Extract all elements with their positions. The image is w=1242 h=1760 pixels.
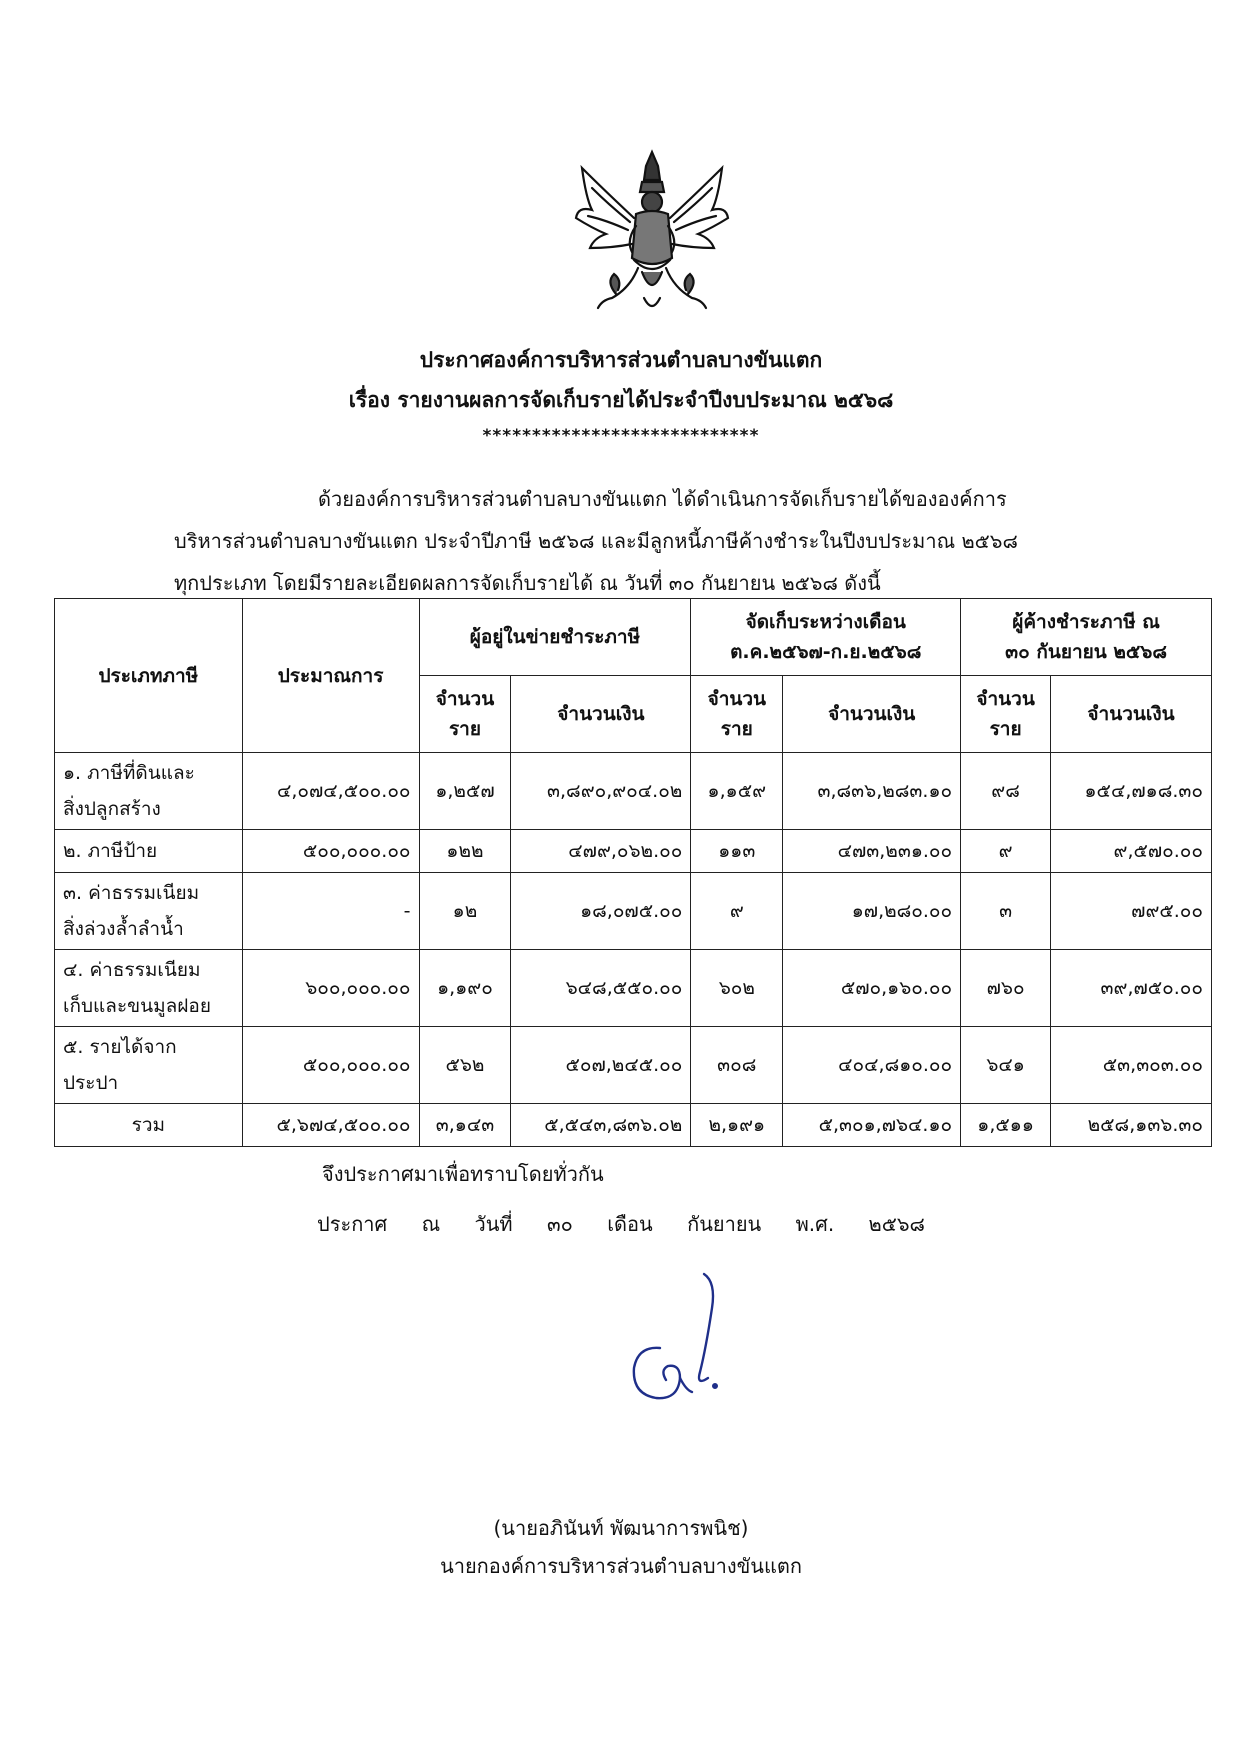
taxpayer-amount-cell: ๖๔๘,๕๕๐.๐๐ — [511, 950, 691, 1027]
tax-type-line: ๕. รายได้จาก — [63, 1036, 177, 1058]
outstanding-amount-cell: ๙,๕๗๐.๐๐ — [1051, 830, 1212, 873]
date-year: ๒๕๖๘ — [868, 1212, 925, 1236]
tax-type-line: ประปา — [63, 1072, 119, 1094]
taxpayer-count-cell: ๑๒๒ — [419, 830, 511, 873]
header-count-line1: จำนวน — [435, 688, 495, 710]
collected-count-cell: ๑,๑๕๙ — [691, 753, 783, 830]
date-day: ๓๐ — [546, 1212, 573, 1236]
separator: **************************** — [482, 426, 760, 446]
header-count-line2: ราย — [720, 718, 753, 740]
outstanding-amount-cell: ๑๕๔,๗๑๘.๓๐ — [1051, 753, 1212, 830]
header-count-line2: ราย — [448, 718, 481, 740]
estimate-cell: ๕๐๐,๐๐๐.๐๐ — [242, 1027, 419, 1104]
header-count — [691, 676, 783, 753]
outstanding-amount-cell: ๗๙๕.๐๐ — [1051, 873, 1212, 950]
header-outstanding-line2: ๓๐ กันยายน ๒๕๖๘ — [1005, 641, 1167, 663]
tax-type-cell — [55, 950, 243, 1027]
outstanding-amount-cell: ๓๙,๗๕๐.๐๐ — [1051, 950, 1212, 1027]
outstanding-amount-cell: ๕๓,๓๐๓.๐๐ — [1051, 1027, 1212, 1104]
total-outstanding-count: ๑,๕๑๑ — [961, 1104, 1051, 1147]
garuda-emblem-icon — [572, 148, 732, 318]
total-taxpayer-amount: ๕,๕๔๓,๘๓๖.๐๒ — [511, 1104, 691, 1147]
header-taxpayers: ผู้อยู่ในข่ายชำระภาษี — [419, 599, 691, 676]
intro-line: ทุกประเภท โดยมีรายละเอียดผลการจัดเก็บรายได้ ณ วันที่ ๓๐ กันยายน ๒๕๖๘ ดังนี้ — [174, 571, 881, 595]
tax-type-line: ๓. ค่าธรรมเนียม — [63, 882, 200, 904]
header-count-line1: จำนวน — [976, 688, 1035, 710]
taxpayer-amount-cell: ๑๘,๐๗๕.๐๐ — [511, 873, 691, 950]
taxpayer-count-cell: ๕๖๒ — [419, 1027, 511, 1104]
header-outstanding-line1: ผู้ค้างชำระภาษี ณ — [1012, 611, 1160, 633]
document-title: ประกาศองค์การบริหารส่วนตำบลบางขันแตก — [419, 348, 823, 372]
taxpayer-count-cell: ๑,๒๕๗ — [419, 753, 511, 830]
outstanding-count-cell: ๙ — [961, 830, 1051, 873]
header-count-line1: จำนวน — [707, 688, 767, 710]
taxpayer-amount-cell: ๔๗๙,๐๖๒.๐๐ — [511, 830, 691, 873]
estimate-cell: ๔,๐๗๔,๕๐๐.๐๐ — [242, 753, 419, 830]
collected-amount-cell: ๑๗,๒๘๐.๐๐ — [783, 873, 961, 950]
total-collected-count: ๒,๑๙๑ — [691, 1104, 783, 1147]
total-row — [55, 1104, 1212, 1147]
taxpayer-count-cell: ๑๒ — [419, 873, 511, 950]
collected-count-cell: ๙ — [691, 873, 783, 950]
date-month-label: เดือน — [607, 1212, 653, 1236]
tax-type-line: ๑. ภาษีที่ดินและ — [63, 762, 195, 784]
collected-count-cell: ๑๑๓ — [691, 830, 783, 873]
header-tax-type: ประเภทภาษี — [55, 599, 243, 753]
date-month: กันยายน — [687, 1212, 762, 1236]
header-collected-line2: ต.ค.๒๕๖๗-ก.ย.๒๕๖๘ — [730, 641, 922, 663]
tax-type-cell — [55, 753, 243, 830]
taxpayer-amount-cell: ๓,๘๙๐,๙๐๔.๐๒ — [511, 753, 691, 830]
collected-amount-cell: ๕๗๐,๑๖๐.๐๐ — [783, 950, 961, 1027]
tax-type-cell: ๒. ภาษีป้าย — [55, 830, 243, 873]
tax-type-line: ๔. ค่าธรรมเนียม — [63, 959, 201, 981]
total-estimate: ๕,๖๗๔,๕๐๐.๐๐ — [242, 1104, 419, 1147]
collected-amount-cell: ๔๗๓,๒๓๑.๐๐ — [783, 830, 961, 873]
header-collected-line1: จัดเก็บระหว่างเดือน — [745, 611, 906, 633]
tax-type-line: เก็บและขนมูลฝอย — [63, 995, 211, 1017]
outstanding-count-cell: ๙๘ — [961, 753, 1051, 830]
tax-type-cell — [55, 873, 243, 950]
total-collected-amount: ๕,๓๐๑,๗๖๔.๑๐ — [783, 1104, 961, 1147]
intro-line: ด้วยองค์การบริหารส่วนตำบลบางขันแตก ได้ดำเนินการจัดเก็บรายได้ขององค์การ — [318, 487, 1007, 511]
header-outstanding — [961, 599, 1212, 676]
total-label: รวม — [55, 1104, 243, 1147]
estimate-cell: - — [242, 873, 419, 950]
collected-amount-cell: ๓,๘๓๖,๒๘๓.๑๐ — [783, 753, 961, 830]
date-label: ประกาศ — [317, 1212, 388, 1236]
revenue-table — [54, 598, 1212, 1147]
date-year-label: พ.ศ. — [795, 1212, 835, 1236]
header-amount: จำนวนเงิน — [1051, 676, 1212, 753]
header-estimate: ประมาณการ — [242, 599, 419, 753]
collected-count-cell: ๖๐๒ — [691, 950, 783, 1027]
header-collected — [691, 599, 961, 676]
table-row — [55, 830, 1212, 873]
total-taxpayer-count: ๓,๑๔๓ — [419, 1104, 511, 1147]
signer-position: นายกองค์การบริหารส่วนตำบลบางขันแตก — [440, 1554, 802, 1578]
announcement-date — [0, 1208, 1242, 1240]
collected-amount-cell: ๔๐๔,๘๑๐.๐๐ — [783, 1027, 961, 1104]
outstanding-count-cell: ๗๖๐ — [961, 950, 1051, 1027]
document-subject: เรื่อง รายงานผลการจัดเก็บรายได้ประจำปีงบประมาณ ๒๕๖๘ — [348, 388, 894, 412]
header-count — [419, 676, 511, 753]
tax-type-cell — [55, 1027, 243, 1104]
closing-text: จึงประกาศมาเพื่อทราบโดยทั่วกัน — [322, 1162, 604, 1186]
table-row — [55, 873, 1212, 950]
table-row — [55, 1027, 1212, 1104]
estimate-cell: ๕๐๐,๐๐๐.๐๐ — [242, 830, 419, 873]
intro-paragraph — [174, 478, 1164, 604]
total-outstanding-amount: ๒๕๘,๑๓๖.๓๐ — [1051, 1104, 1212, 1147]
header-amount: จำนวนเงิน — [511, 676, 691, 753]
table-row — [55, 950, 1212, 1027]
header-count — [961, 676, 1051, 753]
outstanding-count-cell: ๓ — [961, 873, 1051, 950]
collected-count-cell: ๓๐๘ — [691, 1027, 783, 1104]
signer-name: (นายอภินันท์ พัฒนาการพนิช) — [493, 1516, 749, 1540]
taxpayer-count-cell: ๑,๑๙๐ — [419, 950, 511, 1027]
intro-line: บริหารส่วนตำบลบางขันแตก ประจำปีภาษี ๒๕๖๘ และมีลูกหนี้ภาษีค้างชำระในปีงบประมาณ ๒๕๖๘ — [174, 529, 1018, 553]
date-day-label: วันที่ — [474, 1212, 513, 1236]
outstanding-count-cell: ๖๔๑ — [961, 1027, 1051, 1104]
taxpayer-amount-cell: ๕๐๗,๒๔๕.๐๐ — [511, 1027, 691, 1104]
date-at: ณ — [421, 1212, 441, 1236]
header-amount: จำนวนเงิน — [783, 676, 961, 753]
tax-type-line: สิ่งล่วงล้ำลำน้ำ — [63, 918, 184, 940]
signature-icon — [620, 1268, 750, 1428]
table-row — [55, 753, 1212, 830]
tax-type-line: สิ่งปลูกสร้าง — [63, 798, 161, 820]
header-count-line2: ราย — [989, 718, 1022, 740]
estimate-cell: ๖๐๐,๐๐๐.๐๐ — [242, 950, 419, 1027]
